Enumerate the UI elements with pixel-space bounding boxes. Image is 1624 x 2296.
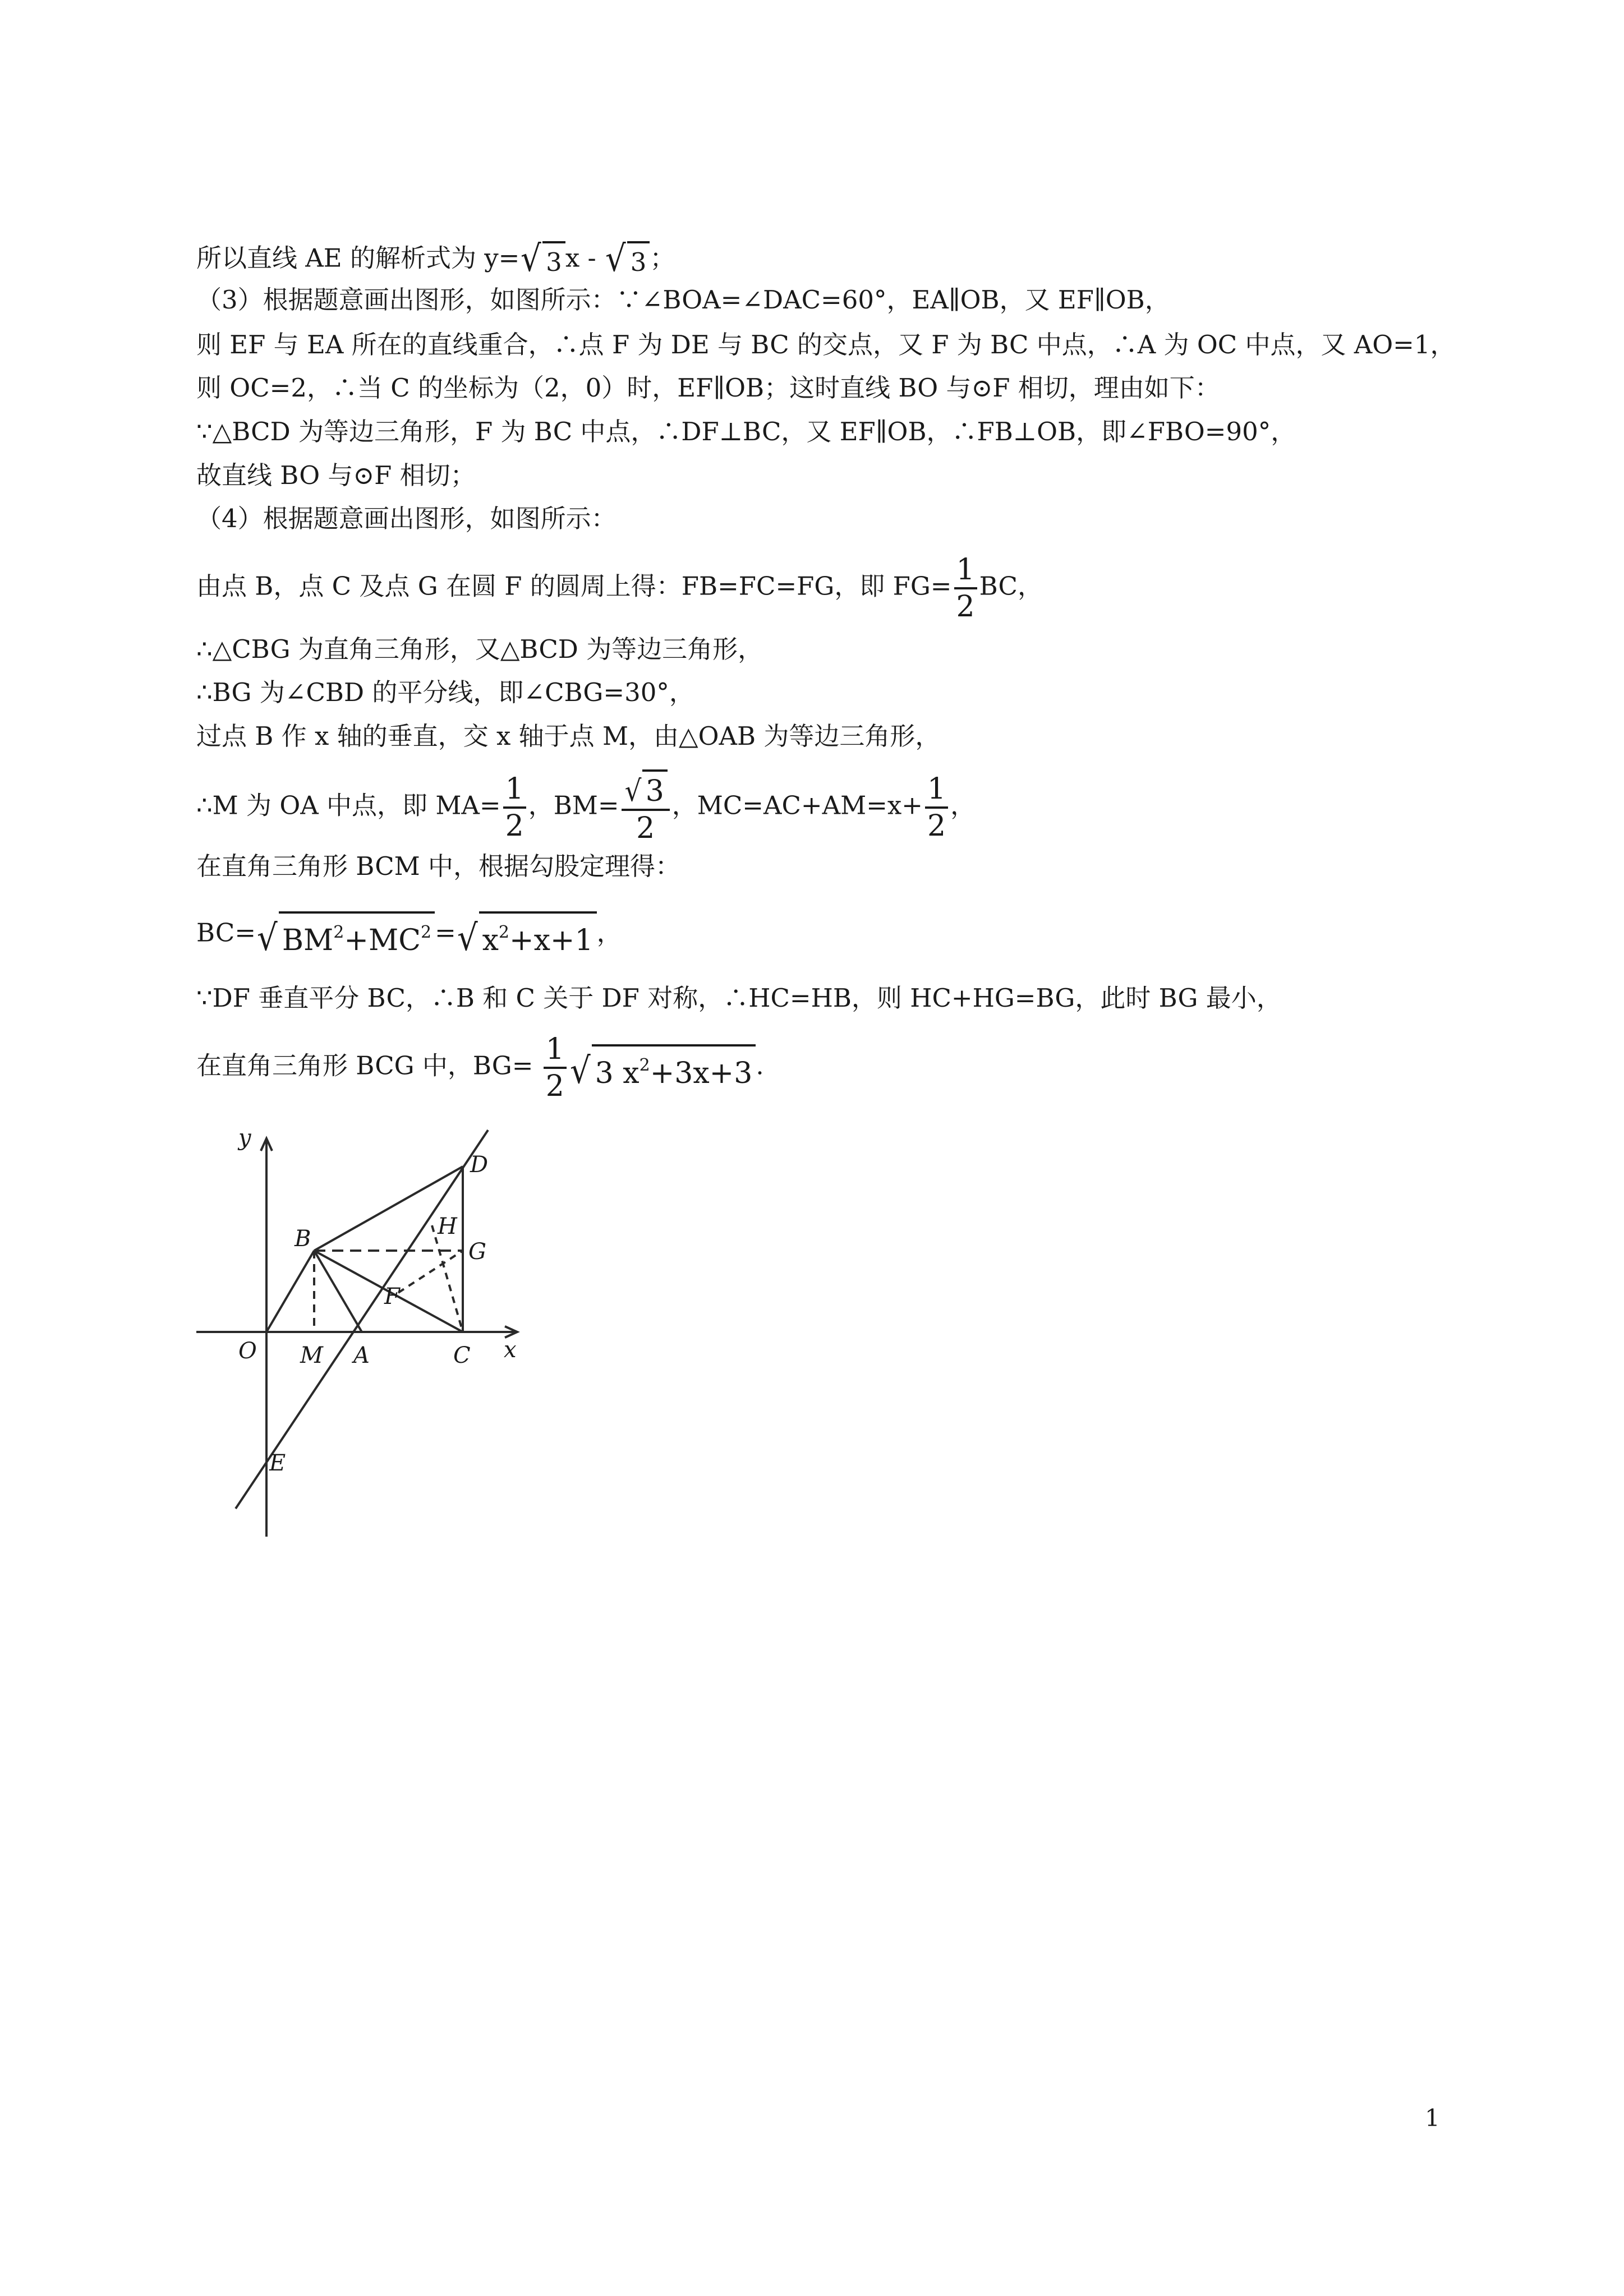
label-c: C [453,1343,471,1368]
label-o: O [238,1338,257,1364]
text-line-10: ∴BG 为∠CBD 的平分线，即∠CBG=30°， [196,677,694,707]
text-line-9: ∴△CBG 为直角三角形，又△BCD 为等边三角形， [196,634,763,664]
label-d: D [470,1152,489,1178]
label-e: E [269,1450,286,1476]
sqrt-bg: √ 3 $x^2+3x+3$ [569,1044,756,1091]
label-x: x [504,1337,517,1363]
fraction-half: $\frac{1}{2}$ [954,552,977,624]
fraction-bg: $\frac{1}{2}$ [544,1032,567,1104]
sqrt-3-a: √ 3 [519,241,565,279]
text-line-5: ∵△BCD 为等边三角形，F 为 BC 中点，∴DF⊥BC，又 EF∥OB，∴FB⊥OB，即∠FBO=90°， [196,417,1296,446]
text-line-6: 故直线 BO 与⊙F 相切； [196,460,476,490]
label-a: A [353,1343,370,1368]
segment-fg [398,1251,463,1293]
line-1-text: 所以直线 AE 的解析式为 y= [196,243,520,273]
fraction-bm: $\frac{√ 3}{2}$ [622,769,670,846]
text-line-11: 过点 B 作 x 轴的垂直，交 x 轴于点 M，由△OAB 为等边三角形， [196,721,941,751]
label-f: F [384,1284,400,1310]
sqrt-x: √ $x^2+x+1$ [456,911,597,958]
text-line-8: 由点 B，点 C 及点 G 在圆 F 的圆周上得：FB=FC=FG，即 FG= $\frac{1}{2}$ BC， [196,553,1043,624]
text-line-1: 所以直线 AE 的解析式为 y=√ 3 x - √ 3 ； [196,238,675,280]
text-line-12: ∴M 为 OA 中点，即 MA= $\frac{1}{2}$ ，BM= $\frac{√ 3}{2}$ ，MC=AC+AM=x+ $\frac{1}{2}$ ， [196,769,976,846]
fraction-ma: $\frac{1}{2}$ [503,772,526,843]
text-line-3: 则 EF 与 EA 所在的直线重合，∴点 F 为 DE 与 BC 的交点，又 F 为 BC 中点，∴A 为 OC 中点，又 AO=1， [196,330,1456,359]
fraction-mc: $\frac{1}{2}$ [925,772,948,843]
label-m: M [300,1343,323,1368]
text-line-15: ∵DF 垂直平分 BC，∴B 和 C 关于 DF 对称，∴HC=HB，则 HC+HG=BG，此时 BG 最小， [196,983,1282,1013]
text-line-14: BC=√ $BM^2+MC^2$ =√ $x^2+x+1$ ， [196,911,622,958]
text-line-2: （3）根据题意画出图形，如图所示：∵∠BOA=∠DAC=60°，EA∥OB，又 EF∥OB， [196,285,1170,315]
text-line-7: （4）根据题意画出图形，如图所示： [196,504,617,533]
text-line-16: 在直角三角形 BCG 中，BG= $\frac{1}{2}$ √ 3 $x^2+3x+3$ . [196,1032,764,1103]
sqrt-bc: √ $BM^2+MC^2$ [256,911,435,958]
segment-hc [432,1225,463,1332]
page-number: 1 [1425,2104,1440,2132]
sqrt-3-b: √ 3 [604,241,650,279]
segment-ob [266,1251,314,1332]
label-h: H [438,1214,457,1239]
label-y: y [238,1125,251,1151]
text-line-13: 在直角三角形 BCM 中，根据勾股定理得： [196,851,681,881]
label-b: B [295,1226,311,1252]
geometry-figure [185,1116,544,1542]
label-g: G [468,1239,486,1265]
text-line-4: 则 OC=2，∴当 C 的坐标为（2，0）时，EF∥OB；这时直线 BO 与⊙F 相切，理由如下： [196,373,1220,403]
